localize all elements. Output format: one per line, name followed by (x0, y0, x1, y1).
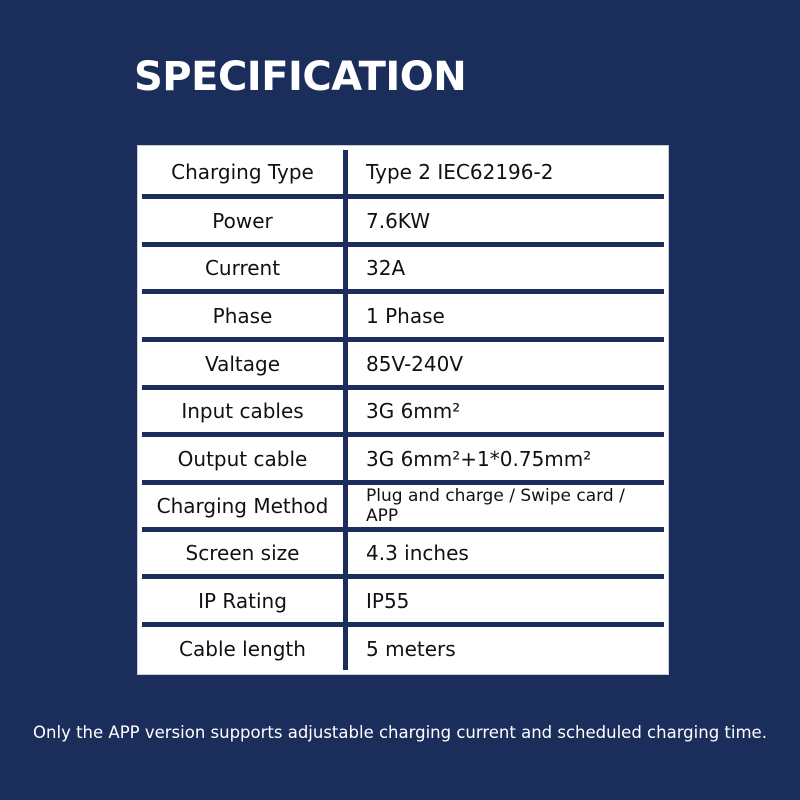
spec-value: 1 Phase (366, 303, 445, 328)
spec-value: 7.6KW (366, 208, 430, 233)
spec-value: Type 2 IEC62196-2 (366, 160, 554, 184)
footnote: Only the APP version supports adjustable charging current and scheduled charging time. (33, 723, 767, 742)
spec-label: Screen size (185, 541, 300, 565)
spec-label: Valtage (204, 351, 281, 376)
spec-label: Power (212, 208, 273, 233)
spec-row-voltage (142, 342, 664, 385)
spec-label: Cable length (179, 636, 306, 661)
spec-row-screen-size (142, 532, 664, 574)
spec-row-power (142, 199, 664, 242)
spec-row-input-cables (142, 390, 664, 432)
spec-label: Input cables (181, 399, 304, 423)
spec-row-charging-type (142, 150, 664, 194)
spec-label: Current (204, 256, 281, 280)
spec-label: Charging Type (171, 160, 314, 184)
spec-row-ip-rating (142, 579, 664, 622)
spec-row-output-cable (142, 437, 664, 480)
spec-value: 32A (366, 256, 406, 280)
specification-table (137, 145, 669, 675)
spec-value: 5 meters (366, 636, 456, 661)
spec-value: 4.3 inches (366, 541, 469, 565)
spec-label: IP Rating (198, 588, 287, 613)
spec-row-charging-method (142, 485, 664, 527)
spec-value: 3G 6mm² (366, 399, 461, 423)
spec-label: Charging Method (156, 494, 329, 518)
page-title: SPECIFICATION (134, 54, 467, 100)
spec-label: Phase (212, 303, 273, 328)
spec-value: IP55 (366, 588, 410, 613)
spec-label: Output cable (177, 446, 308, 471)
spec-row-cable-length (142, 627, 664, 670)
spec-row-current (142, 247, 664, 289)
spec-row-phase (142, 294, 664, 337)
spec-value: 3G 6mm²+1*0.75mm² (366, 446, 592, 471)
spec-value: Plug and charge / Swipe card / APP (366, 486, 625, 526)
spec-value: 85V-240V (366, 351, 464, 376)
